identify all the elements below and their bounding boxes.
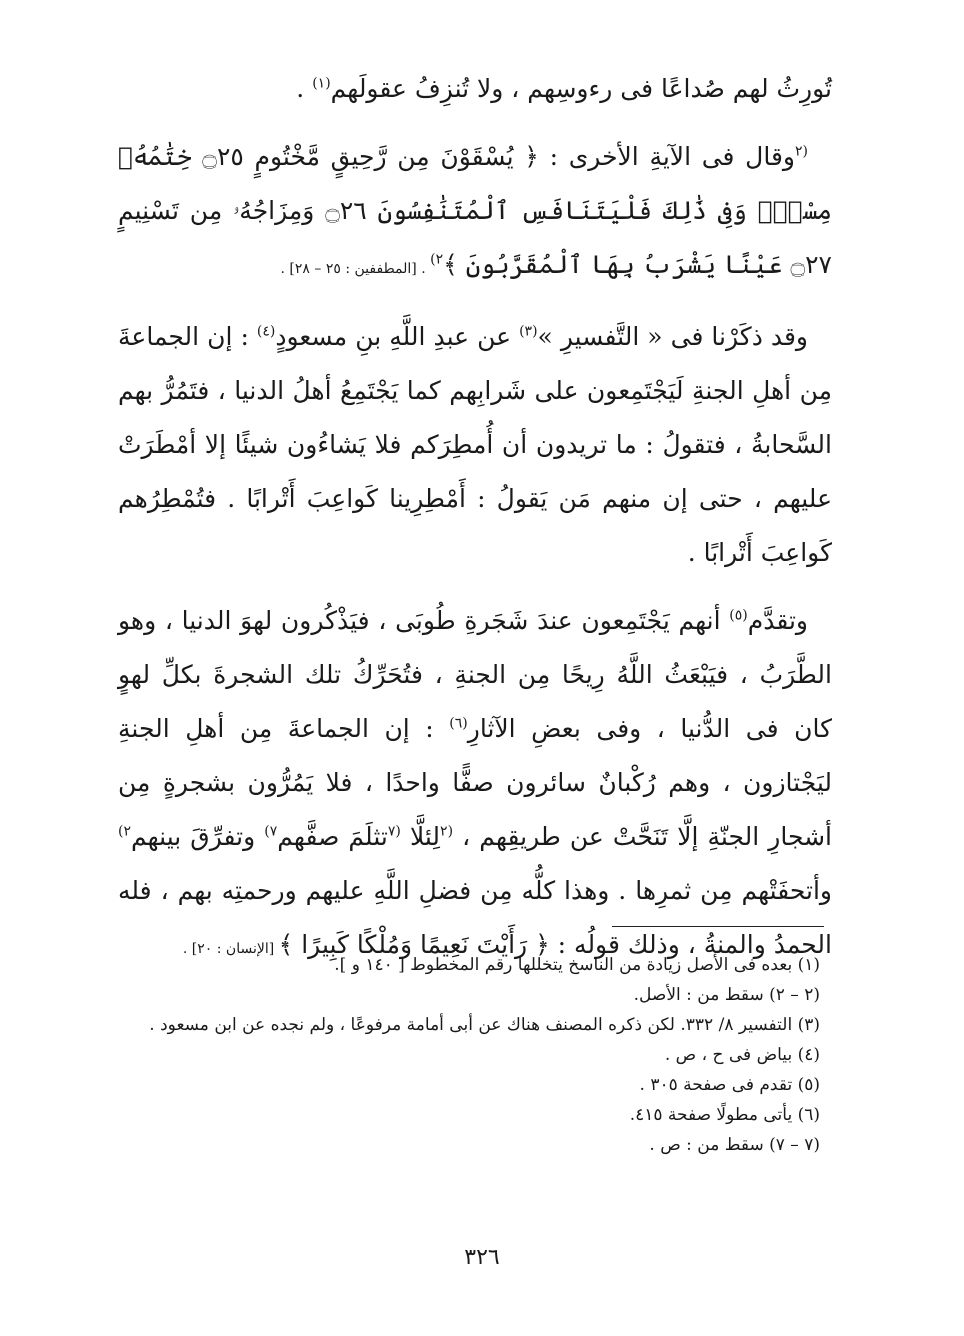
footnote-2: (٢ – ٢) سقط من : الأصل. <box>633 985 820 1005</box>
paragraph-3 <box>118 310 832 580</box>
paragraph-1-end: . <box>296 74 313 103</box>
footnote-3: (٣) التفسير ٨/ ٣٣٢. لكن ذكره المصنف هناك عن أبى أمامة مرفوعًا ، ولم نجده عن ابن مسعود . <box>149 1015 820 1035</box>
footnote-1: (١) بعده فى الأصل زيادة من الناسخ يتخللها رقم المخطوط [ ١٤٠ و ]. <box>334 955 820 975</box>
footnote-separator <box>612 926 824 927</box>
footnote-marker: (٢ <box>440 823 454 840</box>
paragraph-4-text-6: وتفرِّقَ بينهم <box>131 822 265 851</box>
footnote-marker: (١) <box>312 75 331 92</box>
footnote-marker: ٢) <box>118 823 131 840</box>
footnote-marker: (٤) <box>256 323 276 340</box>
paragraph-2-text: وقال فى الآيةِ الأخرى : ﴿ يُسْقَوْنَ مِن رَّحِيقٍ مَّخْتُومٍ ۝٢٥ خِتَٰمُهُۥ مِسْكٌۚ وَفِى ذَٰلِكَ فَلْيَتَنَافَسِ ٱلْمُتَنَٰفِسُونَ ۝٢٦ وَمِزَاجُهُۥ مِن تَسْنِيمٍ ۝٢٧ عَيْنًا يَشْرَبُ بِهَا ٱلْمُقَرَّبُونَ ﴾ <box>118 142 833 279</box>
paragraph-3-text: وقد ذكَرْنا فى « التَّفسيرِ » <box>537 322 808 351</box>
paragraph-4-text-5: تثلَمَ صفَّهم <box>277 822 388 851</box>
footnote-marker: (٦) <box>449 715 468 732</box>
page-number: ٣٢٦ <box>464 1245 500 1270</box>
footnote-4: (٤) بياض فى ح ، ص . <box>664 1045 820 1065</box>
quran-reference: . [المطففين : ٢٥ – ٢٨] . <box>280 261 431 277</box>
paragraph-2 <box>118 130 832 296</box>
main-text <box>118 62 832 990</box>
footnote-marker: (٣) <box>519 323 538 340</box>
paragraph-4 <box>118 594 832 976</box>
paragraph-1 <box>118 62 832 116</box>
paragraph-3-text-2: عن عبدِ اللَّهِ بنِ مسعودٍ <box>275 322 520 351</box>
footnote-marker: ٧) <box>264 823 278 840</box>
footnote-5: (٥) تقدم فى صفحة ٣٠٥ . <box>639 1075 820 1095</box>
paragraph-3-text-3: : إن الجماعةَ مِن أهلِ الجنةِ لَيَجْتَمِعون على شَرابِهم كما يَجْتَمِعُ أهلُ الدنيا ، فتَمُرُّ بهم السَّحابةُ ، فتقولُ : ما تريدون أن أُمطِرَكم فلا يَشاءُون شيئًا إلا أمْطَرَتْ عليهم ، حتى إن منهم مَن يَقولُ : أَمْطِرِينا كَواعِبَ أَتْرابًا . فتُمْطِرُهم كَواعِبَ أَتْرابًا . <box>118 322 832 567</box>
paragraph-4-text-2: أنهم يَجْتَمِعون عندَ شَجَرةِ طُوبَى ، فيَذْكُرون لهوَ الدنيا ، وهو الطَّرَبُ ، فيَبْعَثُ اللَّهُ رِيحًا مِن الجنةِ ، فتُحَرِّكُ تلك الشجرةَ بكلِّ لهوٍ كان فى الدُّنيا ، وفى بعضِ الآثارِ <box>118 606 832 743</box>
footnote-6: (٦) يأتى مطولًا صفحة ٤١٥. <box>629 1105 820 1125</box>
quran-reference: [الإنسان : ٢٠] . <box>182 941 279 957</box>
paragraph-1-text: تُورِثُ لهم صُداعًا فى رءوسِهم ، ولا تُنزِفُ عقولَهم <box>330 74 832 103</box>
paragraph-4-text: وتقدَّم <box>747 606 808 635</box>
footnote-marker: (٧ <box>387 823 401 840</box>
paragraph-4-text-3: : إن الجماعةَ مِن أهلِ الجنةِ ليَجْتازون ، وهم رُكْبانٌ سائرون صفًّا واحدًا ، فلا يَمُرُّون بشجرةٍ مِن أشجارِ الجنّةِ إلَّا تَنَحَّتْ عن طريقِهم ، <box>118 714 832 851</box>
paragraph-4-text-7: وأتحفَتْهم مِن ثمرِها . وهذا كلُّه مِن فضلِ اللَّهِ عليهم ورحمتِه بهم ، فله الحمدُ والمنةُ ، وذلك قولُه : ﴿ رَأَيْتَ نَعِيمًا وَمُلْكًا كَبِيرًا ﴾ <box>118 876 832 959</box>
footnote-7: (٧ – ٧) سقط من : ص . <box>649 1135 820 1155</box>
footnote-marker: (٥) <box>729 607 748 624</box>
footnotes <box>110 950 820 1160</box>
footnote-marker: ٢) <box>430 251 444 268</box>
footnote-marker: (٢ <box>795 143 808 160</box>
paragraph-4-text-4: لِئلَّا <box>400 822 441 851</box>
